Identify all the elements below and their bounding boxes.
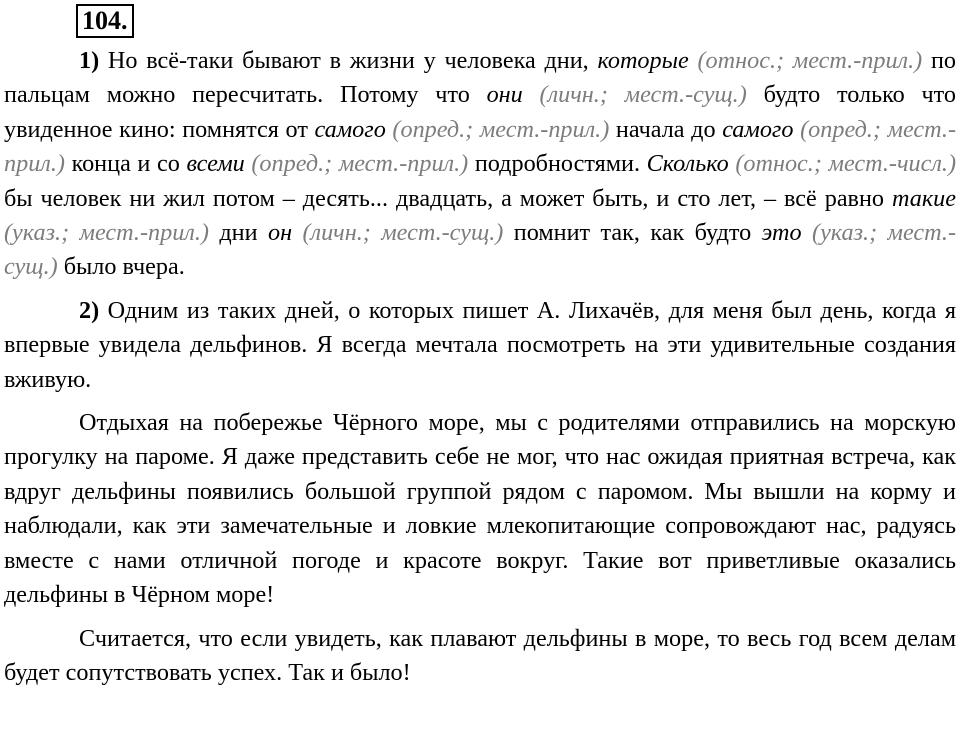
pronoun: Сколько xyxy=(646,150,729,178)
pronoun-annotation: (относ.; мест.-прил.) xyxy=(688,47,923,74)
text-segment: подробностями. xyxy=(468,150,647,178)
pronoun: самого xyxy=(722,115,794,143)
pronoun-annotation: (указ.; мест.-сущ.) xyxy=(4,219,957,281)
pronoun: он xyxy=(267,219,293,247)
text-segment: начала до xyxy=(609,115,723,143)
text-segment: помнит так, как будто xyxy=(503,219,762,247)
text-segment: было вчера. xyxy=(57,253,185,281)
text-segment: будто только что увиденное кино: помнятся от xyxy=(4,81,957,143)
pronoun-annotation: (опред.; мест.-прил.) xyxy=(4,115,956,178)
pronoun: всеми xyxy=(186,150,245,178)
pronoun: которые xyxy=(597,47,689,74)
pronoun-annotation: (опред.; мест.-прил.) xyxy=(244,150,469,178)
paragraph-3 xyxy=(4,406,956,612)
pronoun-annotation: (указ.; мест.-прил.) xyxy=(4,219,209,247)
pronoun: самого xyxy=(314,115,386,143)
exercise-number-dot: . xyxy=(121,6,128,35)
paragraph-4 xyxy=(4,622,956,691)
pronoun: это xyxy=(761,219,802,247)
task-number-2: 2) xyxy=(79,296,100,324)
text-segment: Но всё-таки бывают в жизни у человека дни, xyxy=(99,47,598,74)
text-segment: по пальцам можно пересчитать. Потому что xyxy=(4,47,957,109)
pronoun: они xyxy=(486,81,523,109)
pronoun-annotation: (личн.; мест.-сущ.) xyxy=(292,219,504,247)
pronoun-annotation: (относ.; мест.-числ.) xyxy=(728,150,956,178)
exercise-text xyxy=(4,44,956,699)
pronoun: такие xyxy=(891,184,956,212)
paragraph-text: Одним из таких дней, о которых пишет А. Лихачёв, для меня был день, когда я впервые увидела дельфинов. Я всегда мечтала посмотреть на эти удивительные создания вживую. xyxy=(4,296,956,393)
task-number-1: 1) xyxy=(79,47,100,74)
text-segment: дни xyxy=(208,219,268,247)
pronoun-annotation: (опред.; мест.-прил.) xyxy=(385,115,610,143)
paragraph-text: Отдыхая на побережье Чёрного море, мы с родителями отправились на морскую прогулку на пароме. Я даже представить себе не мог, что нас ожидая приятная встреча, как вдруг дельфины появились большой группой рядом с паромом. Мы вышли на корму и наблюдали, как эти замечательные и ловкие млекопитающие сопровождают нас, радуясь вместе с нами отличной погоде и красоте вокруг. Такие вот приветливые оказались дельфины в Чёрном море! xyxy=(4,409,956,609)
paragraph-1 xyxy=(4,44,956,285)
exercise-number-box xyxy=(76,4,134,38)
text-segment: бы человек ни жил потом – десять... двадцать, а может быть, и сто лет, – всё равно xyxy=(4,184,892,212)
pronoun-annotation: (личн.; мест.-сущ.) xyxy=(522,81,747,109)
paragraph-2 xyxy=(4,294,956,397)
exercise-number: 104 xyxy=(82,6,121,35)
paragraph-text: Считается, что если увидеть, как плавают дельфины в море, то весь год всем делам будет сопутствовать успех. Так и было! xyxy=(4,624,956,686)
text-segment: конца и со xyxy=(64,150,187,178)
